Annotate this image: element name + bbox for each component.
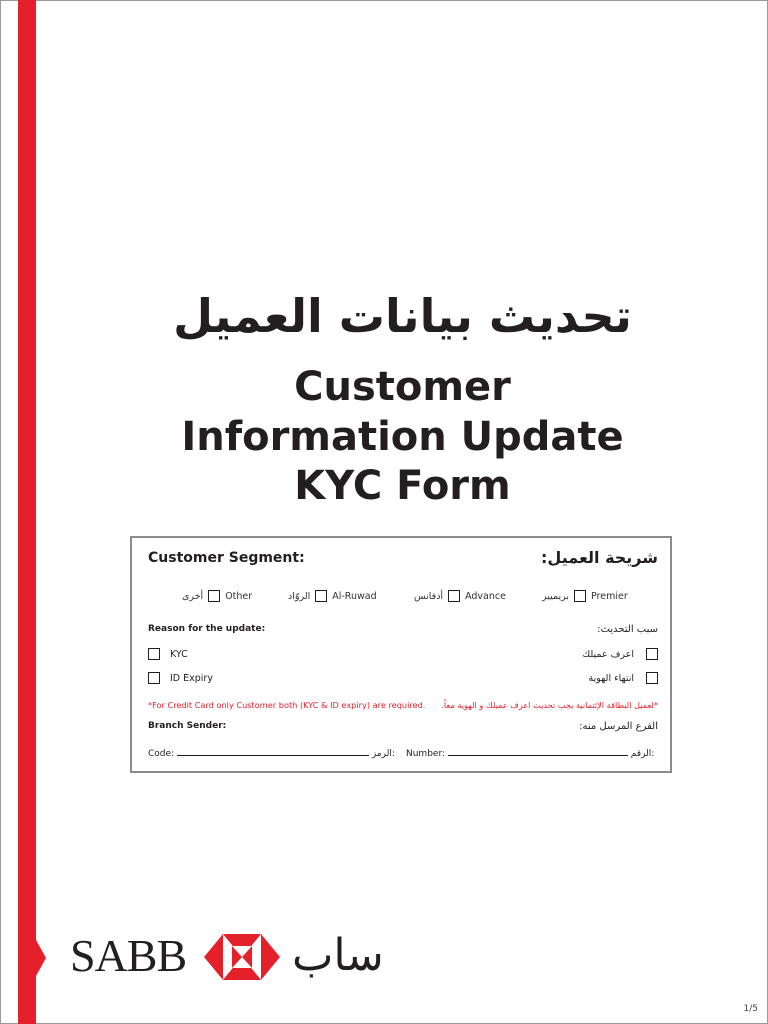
segment-premier-checkbox[interactable]	[574, 590, 586, 602]
title-english-line1: Customer	[294, 364, 511, 410]
reason-id-expiry-ar-checkbox[interactable]	[646, 672, 658, 684]
reason-id-expiry-checkbox[interactable]	[148, 672, 160, 684]
branch-sender-label: Branch Sender:	[148, 721, 227, 731]
reason-id-expiry-label-ar: انتهاء الهوية	[588, 672, 634, 684]
stripe-notch	[36, 940, 46, 976]
kyc-form-box	[130, 536, 672, 773]
reason-id-expiry-label: ID Expiry	[170, 672, 213, 684]
segment-option-advance	[414, 590, 506, 602]
code-label: Code:	[148, 749, 175, 759]
reason-id-expiry-ar	[589, 672, 658, 684]
segment-option-label-ar: الروّاد	[288, 590, 311, 602]
number-label-ar: الرقم:	[630, 749, 655, 759]
number-input-line[interactable]	[448, 747, 628, 756]
segment-option-label: Advance	[465, 590, 506, 602]
customer-segment-label: Customer Segment:	[148, 550, 305, 566]
segment-option-label-ar: بريميير	[542, 590, 569, 602]
reason-label: Reason for the update:	[148, 624, 266, 634]
code-input-line[interactable]	[177, 747, 369, 756]
branch-number-field	[406, 747, 654, 759]
code-label-ar: الرمز:	[371, 749, 395, 759]
sabb-hexagon-logo-icon	[204, 934, 280, 980]
credit-card-note: *For Credit Card only Customer both (KYC & ID expiry) are required.	[148, 700, 426, 710]
number-label: Number:	[406, 749, 446, 759]
page-number: 1/5	[743, 1004, 758, 1014]
reason-kyc-checkbox[interactable]	[148, 648, 160, 660]
reason-kyc-label-ar: اعرف عميلك	[582, 648, 634, 660]
segment-advance-checkbox[interactable]	[448, 590, 460, 602]
customer-segment-label-ar: شريحة العميل:	[541, 548, 658, 567]
sabb-logo-text: SABB	[70, 930, 187, 981]
reason-id-expiry	[148, 672, 213, 684]
reason-label-ar: سبب التحديث:	[597, 624, 658, 635]
reason-kyc-ar	[582, 648, 658, 660]
segment-option-other	[182, 590, 252, 602]
branch-code-field	[148, 747, 395, 759]
sabb-logo-arabic: ساب	[292, 930, 384, 981]
segment-option-al-ruwad	[288, 590, 377, 602]
reason-kyc	[148, 648, 188, 660]
branch-sender-label-ar: الفرع المرسل منه:	[579, 721, 658, 732]
reason-kyc-label: KYC	[170, 648, 188, 660]
segment-option-label-ar: أدفانس	[414, 590, 444, 602]
segment-option-premier	[542, 590, 628, 602]
segment-other-checkbox[interactable]	[208, 590, 220, 602]
credit-card-note-ar: *لعميل البطاقة الإئتمانية يجب تحديث اعرف عميلك و الهوية معاً.	[441, 700, 658, 710]
title-english-line2: Information Update	[181, 414, 624, 460]
reason-kyc-ar-checkbox[interactable]	[646, 648, 658, 660]
segment-option-label-ar: أخرى	[182, 590, 204, 602]
title-arabic: تحديث بيانات العميل	[173, 289, 632, 343]
brand-side-stripe	[18, 0, 36, 1024]
segment-option-label: Al-Ruwad	[332, 590, 377, 602]
title-english-line3: KYC Form	[294, 463, 511, 509]
segment-option-label: Other	[225, 590, 253, 602]
segment-al-ruwad-checkbox[interactable]	[315, 590, 327, 602]
segment-option-label: Premier	[591, 590, 628, 602]
